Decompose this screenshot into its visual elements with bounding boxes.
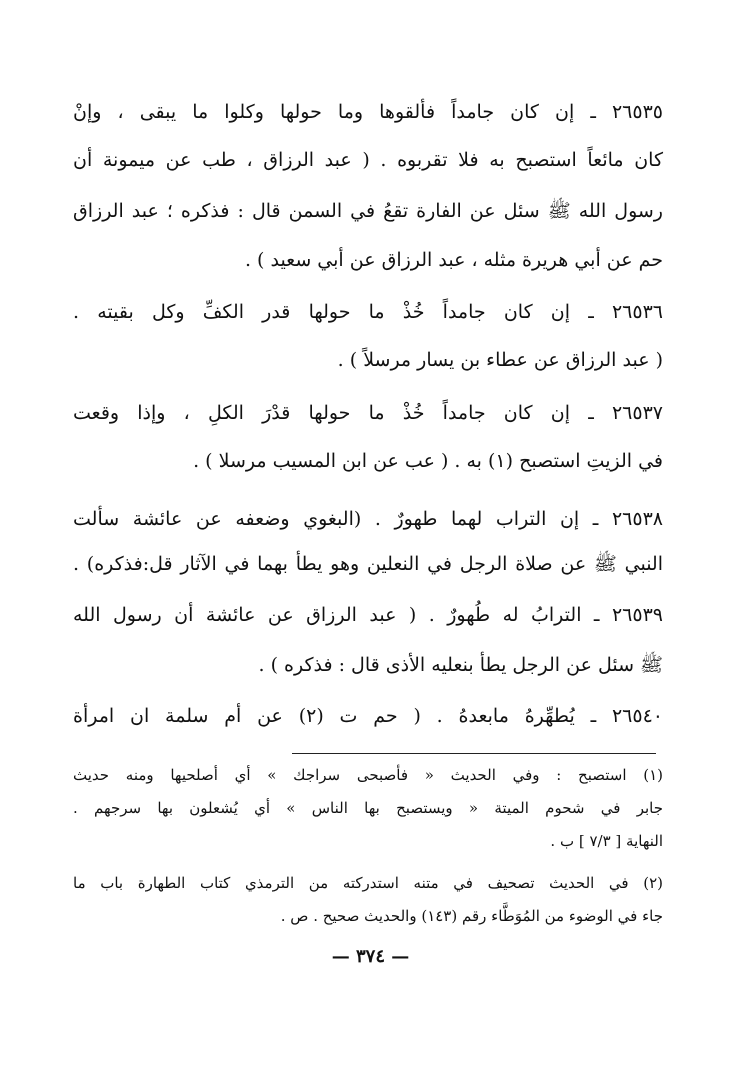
footnote-separator [292, 753, 656, 754]
hadith-26535-line-4: حم عن أبي هريرة مثله ، عبد الرزاق عن أبي سعيد ) . [244, 249, 663, 271]
hadith-26537-line-2: في الزيتِ استصبح (١) به . ( عب عن ابن المسيب مرسلا ) . [193, 450, 663, 472]
hadith-26539-line-1: ٢٦٥٣٩ ـ الترابُ له طُهورٌ . ( عبد الرزاق عن عائشة أن رسول الله [73, 604, 663, 626]
hadith-26539-line-2: ﷺ سئل عن الرجل يطأ بنعليه الأذى قال : فذكره ) . [258, 654, 663, 676]
footnote-1-line-3: النهاية [ ٧/٣ ] ب . [550, 832, 663, 850]
page-number: — ٣٧٤ — [331, 946, 410, 967]
hadith-26536-line-1: ٢٦٥٣٦ ـ إن كان جامداً خُذْ ما حولها قدر الكفِّ وكل بقيته . [73, 301, 663, 323]
hadith-26535-line-1: ٢٦٥٣٥ ـ إن كان جامداً فألقوها وما حولها وكلوا ما يبقى ، وإنْ [73, 101, 663, 123]
hadith-26536-line-2: ( عبد الرزاق عن عطاء بن يسار مرسلاً ) . [337, 349, 663, 371]
hadith-26535-line-3: رسول الله ﷺ سئل عن الفارة تقعُ في السمن قال : فذكره ؛ عبد الرزاق [73, 200, 663, 222]
footnote-2-line-1: (٢) في الحديث تصحيف في متنه استدركته من الترمذي كتاب الطهارة باب ما [73, 874, 663, 892]
hadith-26540-line-1: ٢٦٥٤٠ ـ يُطهِّرهُ مابعدهُ . ( حم ت (٢) عن أم سلمة ان امرأة [73, 705, 663, 727]
hadith-26535-line-2: كان مائعاً استصبح به فلا تقربوه . ( عبد الرزاق ، طب عن ميمونة أن [73, 149, 663, 171]
hadith-26538-line-1: ٢٦٥٣٨ ـ إن التراب لهما طهورٌ . (البغوي وضعفه عن عائشة سألت [73, 508, 663, 530]
hadith-26538-line-2: النبي ﷺ عن صلاة الرجل في النعلين وهو يطأ بهما في الآثار قل:فذكره) . [73, 553, 663, 575]
hadith-26537-line-1: ٢٦٥٣٧ ـ إن كان جامداً خُذْ ما حولها قدْرَ الكلِ ، وإذا وقعت [73, 402, 663, 424]
footnote-2-line-2: جاء في الوضوء من المُوَطَّاء رقم (١٤٣) والحديث صحيح . ص . [280, 907, 663, 925]
footnote-1-line-2: جابر في شحوم الميتة « ويستصبح بها الناس » أي يُشعلون بها سرجهم . [73, 799, 663, 817]
footnote-1-line-1: (١) استصبح : وفي الحديث « فأصبحى سراجك » أي أصلحيها ومنه حديث [73, 766, 663, 784]
